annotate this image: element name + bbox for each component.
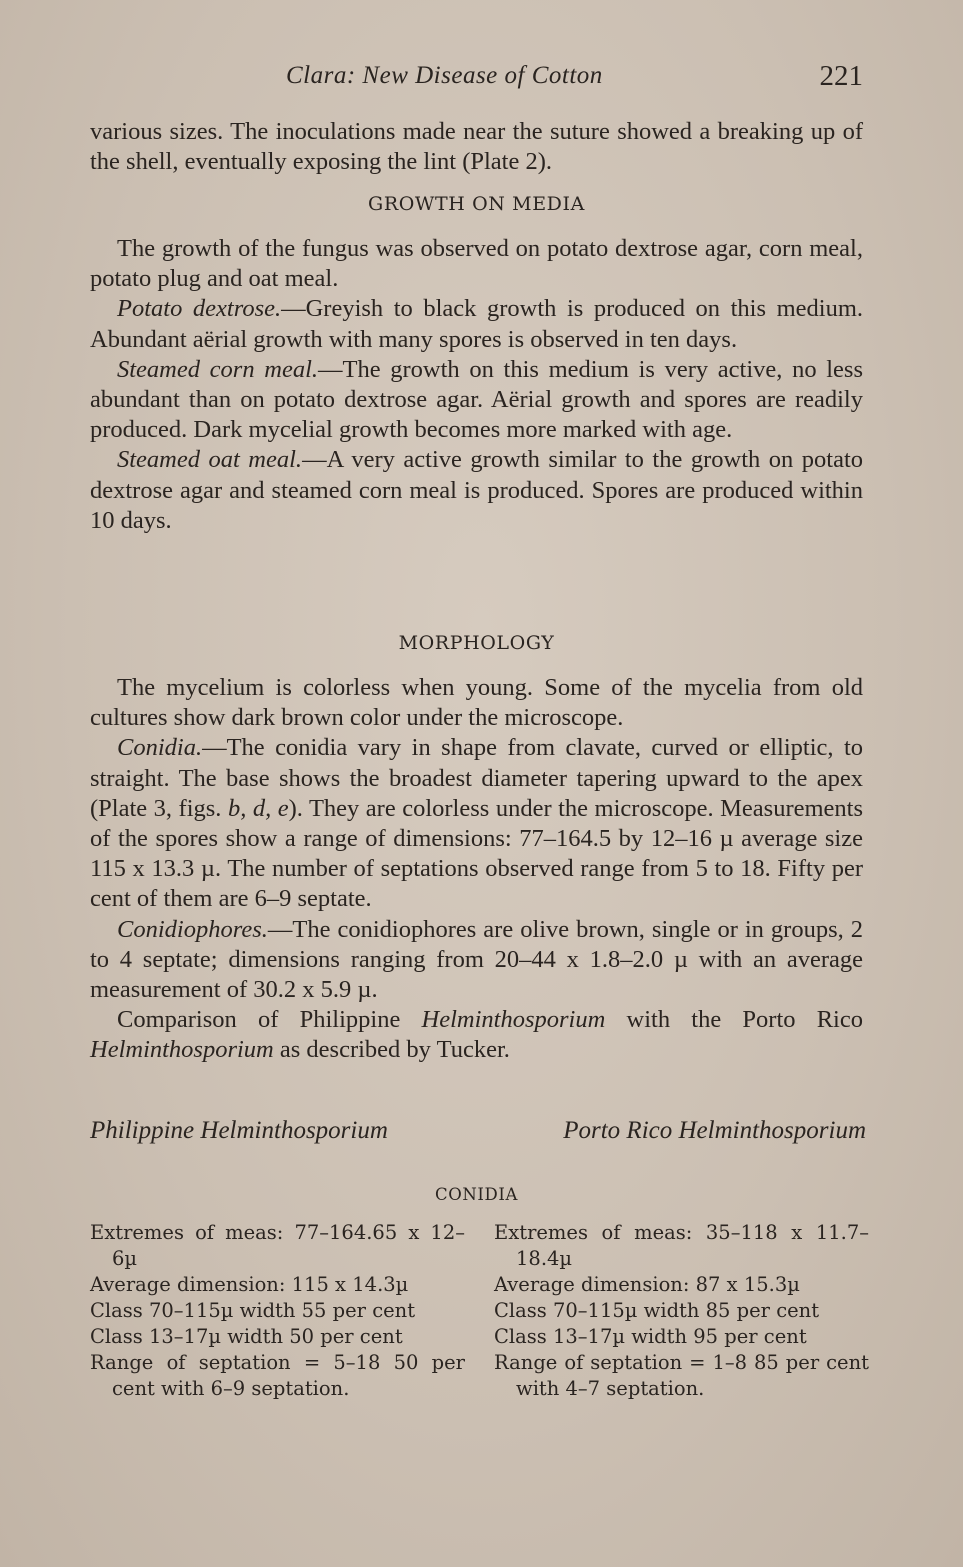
philippine-heading: Philippine Helminthosporium [90, 1117, 388, 1144]
genus-name-1: Helminthosporium [421, 1006, 606, 1034]
oat-meal-label: Steamed oat meal. [117, 446, 303, 474]
conidia-text-b: ). They are colorless under the microscope. Measurements of the spores show a range of dimensions: 77–164.5 by 12–16 µ average size 115 x 13.3 µ. The number of septations observed range from 5 to 18. Fifty per cent of them are 6–9 septate. [90, 794, 863, 913]
comparison-text-c: as described by Tucker. [273, 1036, 510, 1064]
growth-paragraph-1: The growth of the fungus was observed on potato dextrose agar, corn meal, potato plug and oat meal. [90, 235, 863, 293]
philippine-row: Average dimension: 115 x 14.3µ [90, 1273, 409, 1296]
porto-rico-row: Average dimension: 87 x 15.3µ [494, 1273, 800, 1296]
morphology-paragraph-1: The mycelium is colorless when young. Some of the mycelia from old cultures show dark brown color under the microscope. [90, 674, 863, 732]
growth-paragraph-oat [90, 445, 863, 536]
conidia-subheading: CONIDIA [435, 1185, 518, 1204]
conidia-paragraph [90, 733, 863, 914]
intro-text: various sizes. The inoculations made near the suture showed a breaking up of the shell, eventually exposing the lint (Plate 2). [90, 118, 863, 176]
comparison-paragraph [90, 1005, 863, 1065]
potato-dextrose-label: Potato dextrose. [117, 295, 282, 323]
growth-heading: GROWTH ON MEDIA [368, 193, 585, 215]
growth-paragraph-potato [90, 294, 863, 354]
porto-rico-row: Class 70–115µ width 85 per cent [494, 1299, 820, 1322]
growth-paragraph-corn [90, 355, 863, 446]
philippine-row: Class 70–115µ width 55 per cent [90, 1299, 416, 1322]
conidiophores-text: —The conidiophores are olive brown, single or in groups, 2 to 4 septate; dimensions ranging from 20–44 x 1.8–2.0 µ with an average measurement of 30.2 x 5.9 µ. [90, 915, 863, 1004]
porto-rico-column [494, 1220, 869, 1402]
running-title: Clara: New Disease of Cotton [286, 62, 603, 89]
oat-meal-text: —A very active growth similar to the growth on potato dextrose agar and steamed corn meal is produced. Spores are produced within 10 days. [90, 446, 863, 534]
porto-rico-heading: Porto Rico Helminthosporium [563, 1117, 866, 1144]
conidia-text-a: —The conidia vary in shape from clavate, curved or elliptic, to straight. The base shows the broadest diameter tapering upward to the apex (Plate 3, figs. [90, 734, 863, 822]
porto-rico-row: Class 13–17µ width 95 per cent [494, 1325, 807, 1348]
porto-rico-row: Range of septation = 1–8 85 per cent with 4–7 septation. [494, 1351, 869, 1400]
corn-meal-label: Steamed corn meal. [117, 355, 319, 383]
corn-meal-text: —The growth on this medium is very active, no less abundant than on potato dextrose agar. Aërial growth and spores are readily produced. Dark mycelial growth becomes more marked with age. [90, 355, 863, 444]
page-number: 221 [819, 60, 863, 92]
conidia-label: Conidia. [117, 734, 203, 762]
philippine-row: Extremes of meas: 77–164.65 x 12–6µ [90, 1221, 465, 1270]
intro-paragraph [90, 117, 863, 177]
conidiophores-paragraph [90, 915, 863, 1006]
growth-section [90, 234, 863, 536]
morphology-heading: MORPHOLOGY [398, 632, 555, 654]
running-head [90, 60, 863, 100]
potato-dextrose-text: —Greyish to black growth is produced on this medium. Abundant aërial growth with many spores is observed in ten days. [90, 295, 864, 353]
comparison-text-b: with the Porto Rico [605, 1006, 863, 1034]
philippine-column [90, 1220, 465, 1402]
conidia-figs: b, d, e [227, 794, 289, 822]
philippine-row: Range of septation = 5–18 50 per cent with 6–9 septation. [90, 1351, 465, 1400]
conidiophores-label: Conidiophores. [117, 915, 268, 943]
comparison-text-a: Comparison of Philippine [117, 1006, 422, 1034]
genus-name-2: Helminthosporium [90, 1036, 274, 1064]
morphology-section [90, 673, 863, 1066]
philippine-row: Class 13–17µ width 50 per cent [90, 1325, 403, 1348]
porto-rico-row: Extremes of meas: 35–118 x 11.7–18.4µ [494, 1221, 869, 1270]
